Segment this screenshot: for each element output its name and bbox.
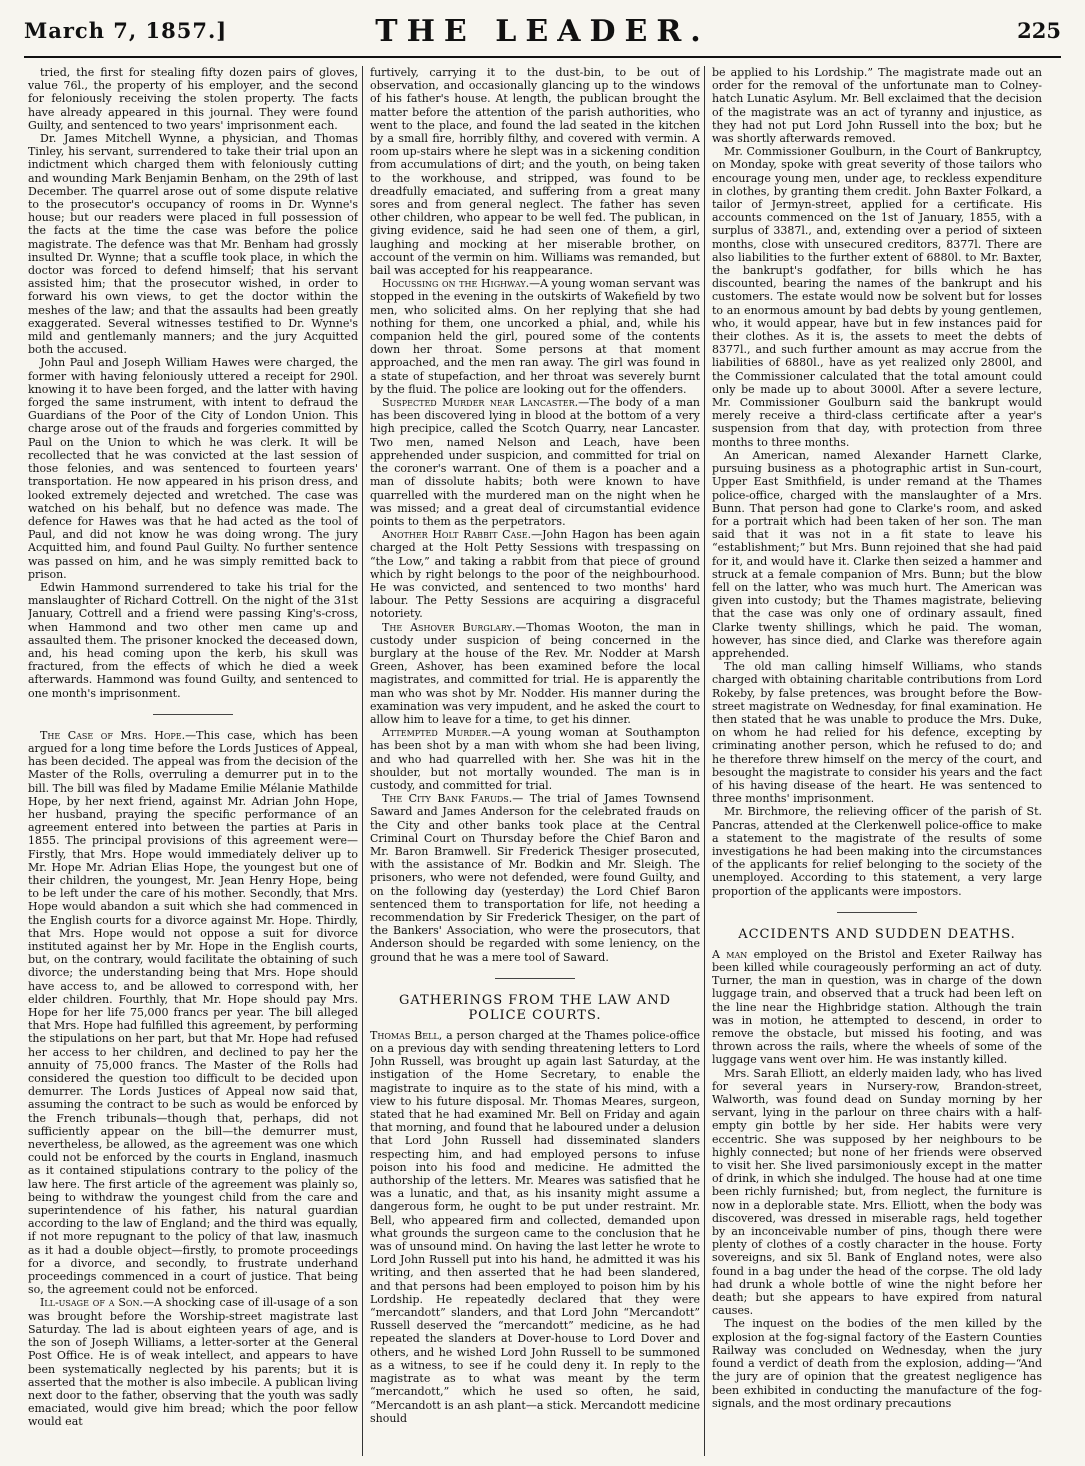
paragraph-lead: Suspected Murder near Lancaster.: [382, 396, 579, 410]
paragraph-text: tried, the first for stealing fifty dozen pairs of gloves, value 76l., the property of his employer, and the second for feloniously receiving the stolen property. The facts have already appeared in this journal. They were found Guilty, and sentenced to two years' imprisonment each.: [28, 66, 358, 132]
page-header: [24, 6, 1061, 54]
paragraph-text: Mr. Commissioner Goulburn, in the Court of Bankruptcy, on Monday, spoke with great severity of those tailors who encourage young men, under age, to reckless expenditure in clothes, by granting them credit. John Baxter Folkard, a tailor of Jermyn-street, applied for a certificate. His accounts commenced on the 1st of January, 1855, with a surplus of 3387l., and, extending over a period of sixteen months, close with unsecured creditors, 8377l. There are also liabilities to the further extent of 6880l. to Mr. Baxter, the bankrupt's godfather, for bills which he has discounted, bearing the names of the bankrupt and his customers. The estate would now be solvent but for losses to an enormous amount by bad debts by young gentlemen, who, it would appear, have but in few instances paid for their clothes. As it is, the assets to meet the debts of 8377l., and such further amount as may accrue from the liabilities of 6880l., have as yet realized only 2800l, and the Commissioner calculated that the total amount could only be made up to about 3000l. After a severe lecture, Mr. Commissioner Goulburn said the bankrupt would merely receive a third-class certificate after a year's suspension from that day, with protection from three months to three months.: [712, 145, 1042, 449]
article-paragraph: [370, 726, 700, 792]
paragraph-text: furtively, carrying it to the dust-bin, to be out of observation, and occasionally glancing up to the windows of his father's house. At length, the publican brought the matter before the attention of the parish authorities, who went to the place, and found the lad seated in the kitchen by a small fire, horribly filthy, and covered with vermin. A room up-stairs where he slept was in a sickening condition from accumulations of dirt; and the youth, on being taken to the workhouse, and stripped, was found to be dreadfully emaciated, and suffering from a great many sores and from general neglect. The father has seven other children, who appear to be well fed. The publican, in giving evidence, said he had seen one of them, a girl, laughing and mocking at her miserable brother, on account of the vermin on him. Williams was remanded, but bail was accepted for his reappearance.: [370, 66, 700, 278]
article-paragraph: [28, 66, 358, 132]
article-paragraph: [370, 277, 700, 396]
paragraph-lead: The Ashover Burglary.: [382, 620, 516, 634]
article-paragraph: [28, 729, 358, 1297]
article-paragraph: [28, 581, 358, 700]
section-heading: GATHERINGS FROM THE LAW AND POLICE COURTS.: [399, 992, 671, 1023]
masthead-title: THE LEADER.: [375, 14, 710, 49]
article-paragraph: [370, 528, 700, 620]
article-paragraph: [712, 1317, 1042, 1409]
section-separator: [153, 714, 233, 715]
page-number: 225: [1017, 18, 1061, 43]
paragraph-text: Dr. James Mitchell Wynne, a physician, and Thomas Tinley, his servant, surrendered to take their trial upon an indictment which charged them with feloniously cutting and wounding Mark Benjamin Benham, on the 29th of last December. The quarrel arose out of some dispute relative to the prosecutor's occupancy of rooms in Dr. Wynne's house; but our readers were placed in full possession of the facts at the time the case was before the police magistrate. The defence was that Mr. Benham had grossly insulted Dr. Wynne; that a scuffle took place, in which the doctor was forced to defend himself; that his servant assisted him; that the prosecutor wished, in order to forward his own views, to get the doctor within the meshes of the law; and that the assaults had been greatly exaggerated. Several witnesses testified to Dr. Wynne's mild and gentlemanly manners; and the jury Acquitted both the accused.: [28, 132, 358, 357]
paragraph-text: —John Hagon has been again charged at the Holt Petty Sessions with trespassing on “the Low,” and taking a rabbit from that piece of ground which by right belongs to the poor of the neighbourhood. He was convicted, and sentenced to two months' hard labour. The Petty Sessions are acquiring a disgraceful notoriety.: [370, 528, 700, 621]
paragraph-text: Edwin Hammond surrendered to take his trial for the manslaughter of Richard Cottrell. On the night of the 31st January, Cottrell and a friend were passing King's-cross, when Hammond and two other men came up and assaulted them. The prisoner knocked the deceased down, and, his head coming upon the kerb, his skull was fractured, from the effects of which he died a week afterwards. Hammond was found Guilty, and sentenced to one month's imprisonment.: [28, 580, 358, 700]
article-paragraph: [28, 132, 358, 356]
article-paragraph: [712, 66, 1042, 145]
header-rule: [24, 56, 1061, 58]
paragraph-text: The old man calling himself Williams, who stands charged with obtaining charitable contributions from Lord Rokeby, by false pretences, was brought before the Bow-street magistrate on Wednesday, for final examination. He then stated that he was unable to produce the Mrs. Duke, on whom he had relied for his defence, excepting by criminating another person, which he refused to do; and he therefore threw himself on the mercy of the court, and besought the magistrate to consider his years and the fact of his having disease of the heart. He was sentenced to three months' imprisonment.: [712, 660, 1042, 806]
paragraph-lead: Ill-usage of a Son.: [40, 1296, 143, 1310]
article-paragraph: [712, 1067, 1042, 1318]
paragraph-lead: A man: [712, 947, 748, 961]
paragraph-lead: Attempted Murder.: [382, 726, 492, 740]
article-paragraph: [28, 356, 358, 580]
paragraph-text: be applied to his Lordship.” The magistrate made out an order for the removal of the unfortunate man to Colney-hatch Lunatic Asylum. Mr. Bell exclaimed that the decision of the magistrate was an act of tyranny and injustice, as they had not put Lord John Russell into the box; but he was shortly afterwards removed.: [712, 66, 1042, 146]
article-paragraph: [370, 396, 700, 528]
paragraph-lead: The City Bank Faruds.: [382, 792, 513, 806]
paragraph-lead: The Case of Mrs. Hope.: [40, 728, 186, 742]
paragraph-text: An American, named Alexander Harnett Clarke, pursuing business as a photographic artist in Sun-court, Upper East Smithfield, is under remand at the Thames police-office, charged with the manslaughter of a Mrs. Bunn. That person had gone to Clarke's room, and asked for a portrait which had been taken of her son. The man said that it was not in a fit state to leave his “establishment;” but Mrs. Bunn rejoined that she had paid for it, and would have it. Clarke then seized a hammer and struck at a female companion of Mrs. Bunn; but the blow fell on the latter, who was much hurt. The American was given into custody; but the Thames magistrate, believing that the case was only one of ordinary assault, fined Clarke twenty shillings, which he paid. The woman, however, has since died, and Clarke was therefore again apprehended.: [712, 448, 1042, 660]
paragraph-text: John Paul and Joseph William Hawes were charged, the former with having feloniously uttered a receipt for 290l. knowing it to have been forged, and the latter with having forged the same instrument, with intent to defraud the Guardians of the Poor of the City of London Union. This charge arose out of the frauds and forgeries committed by Paul on the Union to which he was clerk. It will be recollected that he was convicted at the last session of those felonies, and was sentenced to fourteen years' transportation. He now appeared in his prison dress, and looked extremely dejected and wretched. The case was watched on his behalf, but no defence was made. The defence for Hawes was that he had acted as the tool of Paul, and did not know he was doing wrong. The jury Acquitted him, and found Paul Guilty. No further sentence was passed on him, and he was simply remitted back to prison.: [28, 356, 358, 581]
paragraph-text: —A young woman servant was stopped in the evening in the outskirts of Wakefield by two men, who solicited alms. On her replying that she had nothing for them, one uncorked a phial, and, while his companion held the girl, poured some of the contents down her throat. Some persons at that moment approached, and the men ran away. The girl was found in a state of stupefaction, and her throat was severely burnt by the fluid. The police are looking out for the offenders.: [370, 277, 700, 396]
column-1: [28, 66, 358, 1458]
section-heading: ACCIDENTS AND SUDDEN DEATHS.: [738, 926, 1016, 942]
paragraph-text: — The trial of James Townsend Saward and James Anderson for the celebrated frauds on the City and other banks took place at the Central Criminal Court on Thursday before the Chief Baron and Mr. Baron Bramwell. Sir Frederick Thesiger prosecuted, with the assistance of Mr. Bodkin and Mr. Sleigh. The prisoners, who were not defended, were found Guilty, and on the following day (yesterday) the Lord Chief Baron sentenced them to transportation for life, not heeding a recommendation by Sir Frederick Thesiger, on the part of the Bankers' Association, who were the prosecutors, that Anderson should be regarded with some leniency, on the ground that he was a mere tool of Saward.: [370, 792, 700, 964]
article-paragraph: [370, 621, 700, 727]
paragraph-text: —A shocking case of ill-usage of a son was brought before the Worship-street magistrate last Saturday. The lad is about eighteen years of age, and is the son of Joseph Williams, a letter-sorter at the General Post Office. He is of weak intellect, and appears to have been systematically neglected by his parents; but it is asserted that the mother is also imbecile. A publican living next door to the father, observing that the youth was sadly emaciated, would give him bread; which the poor fellow would eat: [28, 1296, 358, 1429]
paragraph-text: Mrs. Sarah Elliott, an elderly maiden lady, who has lived for several years in Nursery-row, Brandon-street, Walworth, was found dead on Sunday morning by her servant, lying in the parlour on three chairs with a half-empty gin bottle by her side. Her habits were very eccentric. She was supposed by her neighbours to be highly connected; but none of her friends were observed to visit her. She lived parsimoniously except in the matter of drink, in which she indulged. The house had at one time been richly furnished; but, from neglect, the furniture is now in a deplorable state. Mrs. Elliott, when the body was discovered, was dressed in miserable rags, held together by an inconceivable number of pins, though there were plenty of clothes of a costly character in the house. Forty sovereigns, and six 5l. Bank of England notes, were also found in a bag under the head of the corpse. The old lady had drunk a whole bottle of wine the night before her death; but she appears to have expired from natural causes.: [712, 1066, 1042, 1318]
article-paragraph: [28, 1296, 358, 1428]
column-divider: [362, 66, 363, 1456]
column-divider: [704, 66, 705, 1456]
article-paragraph: [370, 1029, 700, 1425]
paragraph-text: —A young woman at Southampton has been shot by a man with whom she had been living, and who had quarrelled with her. She was hit in the shoulder, but not mortally wounded. The man is in custody, and committed for trial.: [370, 726, 700, 792]
paragraph-text: a person charged at the Thames police-office on a previous day with sending threatening letters to Lord John Russell, was brought up again last Saturday, at the instigation of the Home Secretary, to enable the magistrate to inquire as to the state of his mind, with a view to his future disposal. Mr. Thomas Meares, surgeon, stated that he had examined Mr. Bell on Friday and again that morning, and found that he laboured under a delusion that Lord John Russell had disseminated slanders respecting him, and had employed persons to infuse poison into his food and medicine. He admitted the authorship of the letters. Mr. Meares was satisfied that he was a lunatic, and that, as his insanity might assume a dangerous form, he ought to be put under restraint. Mr. Bell, who appeared firm and collected, demanded upon what grounds the surgeon came to the conclusion that he was of unsound mind. On having the last letter he wrote to Lord John Russell put into his hand, he admitted it was his writing, and then asserted that he had been slandered, and that persons had been employed to poison him by his Lordship. He repeatedly declared that they were “mercandott” slanders, and that Lord John “Mercandott” Russell deserved the “mercandott” medicine, as he had repeated the slanders at Dover-house to Lord Dover and others, and he wished Lord John Russell to be summoned as a witness, to see if he could deny it. In reply to the magistrate as to what was meant by the term “mercandott,” which he used so often, he said, “Mercandott is an ash plant—a stick. Mercandott medicine should: [370, 1028, 700, 1425]
article-paragraph: [712, 805, 1042, 897]
section-separator: [837, 912, 917, 913]
paragraph-text: employed on the Bristol and Exeter Railway has been killed while courageously performing an act of duty. Turner, the man in question, was in charge of the down luggage train, and observed that a truck had been left on the line near the Highbridge station. Although the train was in motion, he attempted to descend, in order to remove the obstacle, but missed his footing, and was thrown across the rails, where the wheels of some of the luggage vans went over him. He was instantly killed.: [712, 947, 1042, 1067]
article-paragraph: [370, 792, 700, 964]
column-3: [712, 66, 1042, 1458]
paragraph-text: —This case, which has been argued for a long time before the Lords Justices of Appeal, has been decided. The appeal was from the decision of the Master of the Rolls, overruling a demurrer put in to the bill. The bill was filed by Madame Emilie Mélanie Mathilde Hope, by her next friend, against Mr. Adrian John Hope, her husband, praying the specific performance of an agreement entered into between the parties at Paris in 1855. The principal provisions of this agreement were—Firstly, that Mrs. Hope would immediately deliver up to Mr. Hope Mr. Adrian Elias Hope, the youngest but one of their children, the youngest, Mr. Jean Henry Hope, being to be left under the care of his mother. Secondly, that Mrs. Hope would abandon a suit which she had commenced in the English courts for a divorce against Mr. Hope. Thirdly, that Mrs. Hope would not oppose a suit for divorce instituted against her by Mr. Hope in the English courts, but, on the contrary, would facilitate the obtaining of such divorce; the understanding being that Mrs. Hope should have access to, and be allowed to correspond with, her elder children. Fourthly, that Mr. Hope should pay Mrs. Hope for her life 75,000 francs per year. The bill alleged that Mrs. Hope had fulfilled this agreement, by performing the stipulations on her part, but that Mr. Hope had refused her access to her children, and declined to pay her the annuity of 75,000 francs. The Master of the Rolls had considered the question too difficult to be decided upon demurrer. The Lords Justices of Appeal now said that, assuming the contract to be such as would be enforced by the French tribunals—though that, perhaps, did not sufficiently appear on the bill—the demurrer must, nevertheless, be allowed, as the agreement was one which could not be enforced by the courts in England, inasmuch as it contained stipulations contrary to the policy of the law here. The first article of the agreement was plainly so, being to withdraw the youngest child from the care and superintendence of his father, his natural guardian according to the law of England; and the third was equally, if not more repugnant to the policy of that law, inasmuch as it had a double object—firstly, to promote proceedings for a divorce, and secondly, to frustrate underhand proceedings commenced in a court of justice. That being so, the agreement could not be enforced.: [28, 728, 358, 1297]
paragraph-lead: Thomas Bell,: [370, 1028, 443, 1042]
article-paragraph: [712, 948, 1042, 1067]
paragraph-lead: Another Holt Rabbit Case.: [382, 528, 532, 542]
article-paragraph: [712, 660, 1042, 805]
issue-date: March 7, 1857.]: [24, 18, 228, 43]
paragraph-text: Mr. Birchmore, the relieving officer of the parish of St. Pancras, attended at the Clerkenwell police-office to make a statement to the magistrate of the results of some investigations he had been making into the circumstances of the applicants for relief belonging to the society of the unemployed. According to this statement, a very large proportion of the applicants were impostors.: [712, 805, 1042, 898]
article-paragraph: [712, 145, 1042, 449]
paragraph-text: —Thomas Wooton, the man in custody under suspicion of being concerned in the burglary at the house of the Rev. Mr. Nodder at Marsh Green, Ashover, has been examined before the local magistrates, and committed for trial. He is apparently the man who was shot by Mr. Nodder. His manner during the examination was very impudent, and he asked the court to allow him to leave for a time, to get his dinner.: [370, 620, 700, 726]
article-paragraph: [370, 66, 700, 277]
paragraph-lead: Hocussing on the Highway.: [382, 277, 530, 291]
paragraph-text: —The body of a man has been discovered lying in blood at the bottom of a very high precipice, called the Scotch Quarry, near Lancaster. Two men, named Nelson and Leach, have been apprehended under suspicion, and committed for trial on the coroner's warrant. One of them is a poacher and a man of dissolute habits; both were known to have quarrelled with the murdered man on the night when he was missed; and a great deal of circumstantial evidence points to them as the perpetrators.: [370, 396, 700, 528]
paragraph-text: The inquest on the bodies of the men killed by the explosion at the fog-signal factory of the Eastern Counties Railway was concluded on Wednesday, when the jury found a verdict of death from the explosion, adding—“And the jury are of opinion that the greatest negligence has been exhibited in conducting the manufacture of the fog-signals, and the most ordinary precautions: [712, 1317, 1042, 1410]
column-2: [370, 66, 700, 1458]
article-paragraph: [712, 449, 1042, 660]
section-separator: [495, 978, 575, 979]
